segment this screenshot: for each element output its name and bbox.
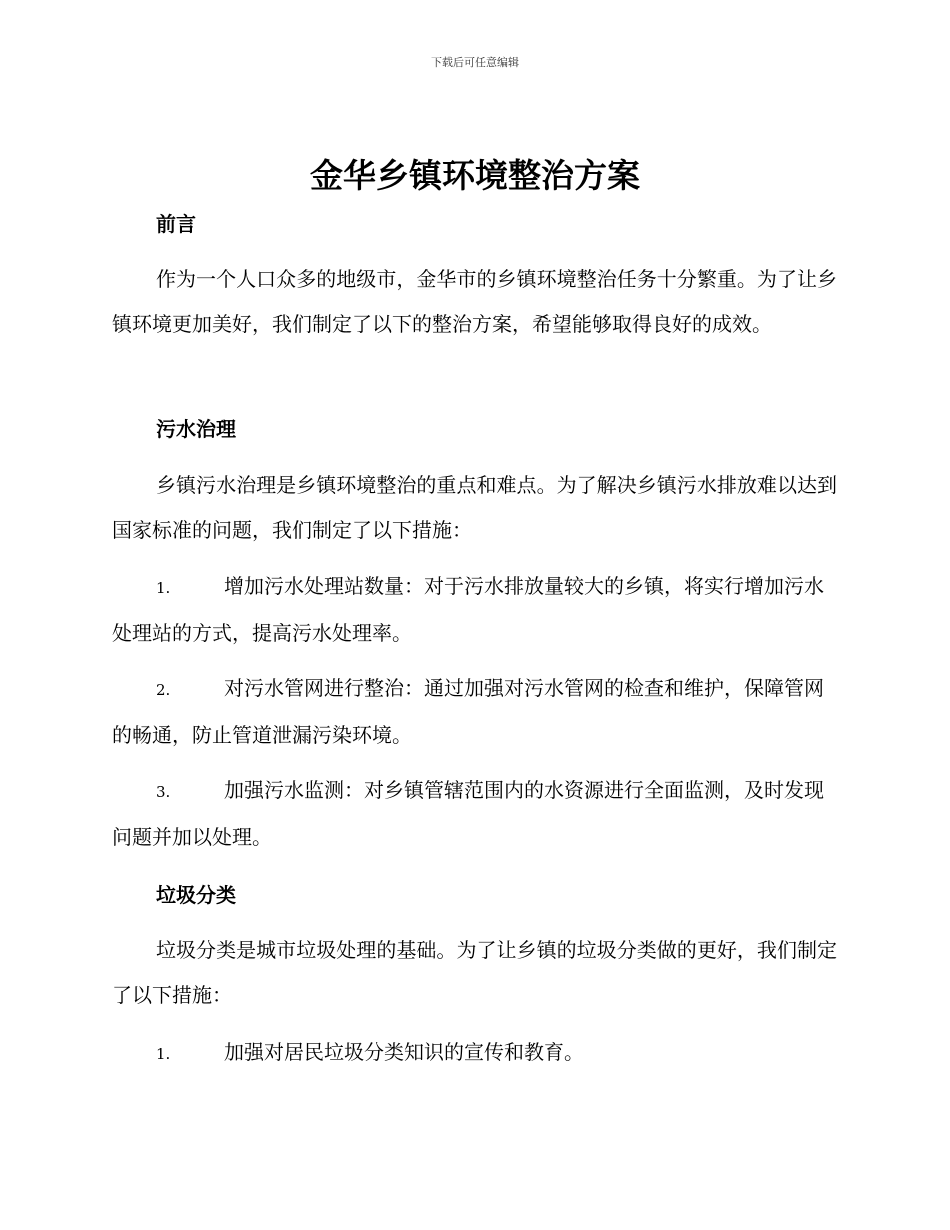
- list-number: 1.: [156, 1045, 171, 1063]
- section-heading-garbage: 垃圾分类: [156, 883, 236, 907]
- document-title: 金华乡镇环境整治方案: [310, 156, 640, 195]
- paragraph-sewage: 乡镇污水治理是乡镇环境整治的重点和难点。为了解决乡镇污水排放难以达到国家标准的问题，我们制定了以下措施：: [112, 473, 837, 542]
- list-text: 增加污水处理站数量：对于污水排放量较大的乡镇，将实行增加污水处理站的方式，提高污水处理率。: [112, 574, 824, 645]
- list-item: [112, 564, 837, 656]
- page-header: 下载后可任意编辑: [431, 56, 519, 69]
- list-number: 3.: [156, 783, 171, 801]
- list-number: 1.: [156, 579, 171, 597]
- list-text: 加强对居民垃圾分类知识的宣传和教育。: [224, 1040, 584, 1064]
- list-text: 对污水管网进行整治：通过加强对污水管网的检查和维护，保障管网的畅通，防止管道泄漏污染环境。: [112, 676, 824, 747]
- paragraph-preface: 作为一个人口众多的地级市，金华市的乡镇环境整治任务十分繁重。为了让乡镇环境更加美好，我们制定了以下的整治方案，希望能够取得良好的成效。: [112, 267, 837, 336]
- paragraph-garbage: 垃圾分类是城市垃圾处理的基础。为了让乡镇的垃圾分类做的更好，我们制定了以下措施：: [112, 938, 837, 1007]
- section-heading-preface: 前言: [156, 212, 196, 236]
- list-number: 2.: [156, 681, 171, 699]
- section-heading-sewage: 污水治理: [156, 417, 236, 441]
- list-item: [112, 768, 837, 860]
- list-item: [112, 666, 837, 758]
- list-text: 加强污水监测：对乡镇管辖范围内的水资源进行全面监测，及时发现问题并加以处理。: [112, 778, 824, 849]
- list-item: [112, 1030, 837, 1077]
